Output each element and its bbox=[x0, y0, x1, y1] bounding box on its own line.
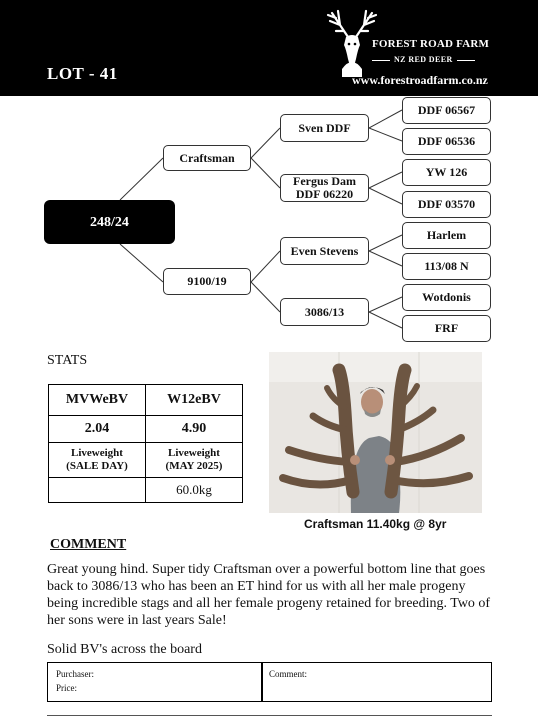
sire-node: Craftsman bbox=[163, 145, 251, 171]
website-url: www.forestroadfarm.co.nz bbox=[352, 73, 488, 87]
ancestor-node: Harlem bbox=[402, 222, 491, 249]
craftsman-antler-photo bbox=[269, 352, 482, 513]
purchase-form bbox=[47, 662, 492, 702]
dam-node: 9100/19 bbox=[163, 268, 251, 295]
purchaser-field[interactable]: Purchaser: bbox=[56, 669, 94, 679]
stats-header-mvwebv: MVWeBV bbox=[49, 385, 146, 416]
ancestor-node: DDF 06567 bbox=[402, 97, 491, 124]
bv-summary: Solid BV's across the board bbox=[47, 642, 202, 657]
divider bbox=[47, 715, 492, 716]
farm-name: FOREST ROAD FARM bbox=[372, 38, 490, 50]
dam-sire-node: Even Stevens bbox=[280, 237, 369, 265]
sire-sire-node: Sven DDF bbox=[280, 114, 369, 142]
comment-heading: COMMENT bbox=[50, 537, 127, 552]
ancestor-node: Wotdonis bbox=[402, 284, 491, 311]
sire-dam-node: Fergus Dam DDF 06220 bbox=[280, 174, 369, 202]
farm-subtitle: NZ RED DEER bbox=[394, 55, 453, 64]
divider bbox=[261, 663, 263, 701]
ancestor-node: 113/08 N bbox=[402, 253, 491, 280]
stats-value-w12ebv: 4.90 bbox=[146, 416, 243, 443]
liveweight-label: Liveweight bbox=[71, 447, 123, 459]
ancestor-node: DDF 06536 bbox=[402, 128, 491, 155]
lot-number: LOT - 41 bbox=[47, 64, 118, 83]
stats-table bbox=[48, 384, 243, 503]
stats-header-w12ebv: W12eBV bbox=[146, 385, 243, 416]
comment-text: Great young hind. Super tidy Craftsman over a powerful bottom line that goes back to 3086/13 who has been an ET hind for us with all her male progeny being incredible stags and all her female progeny retained for breeding. Two of her sons were in last years Sale! bbox=[47, 562, 491, 628]
weight-may: 60.0kg bbox=[146, 478, 243, 503]
liveweight-date: (MAY 2025) bbox=[165, 460, 223, 472]
liveweight-date: (SALE DAY) bbox=[66, 460, 128, 472]
liveweight-may-label bbox=[146, 443, 243, 478]
price-field[interactable]: Price: bbox=[56, 683, 77, 693]
stats-value-mvwebv: 2.04 bbox=[49, 416, 146, 443]
weight-sale-day bbox=[49, 478, 146, 503]
liveweight-label: Liveweight bbox=[168, 447, 220, 459]
animal-id-node: 248/24 bbox=[44, 200, 175, 244]
stats-title: STATS bbox=[47, 353, 88, 368]
liveweight-sale-day-label bbox=[49, 443, 146, 478]
photo-caption: Craftsman 11.40kg @ 8yr bbox=[304, 517, 447, 531]
ancestor-node: DDF 03570 bbox=[402, 191, 491, 218]
comment-field[interactable]: Comment: bbox=[269, 669, 307, 679]
ancestor-node: YW 126 bbox=[402, 159, 491, 186]
dam-dam-node: 3086/13 bbox=[280, 298, 369, 326]
ancestor-node: FRF bbox=[402, 315, 491, 342]
